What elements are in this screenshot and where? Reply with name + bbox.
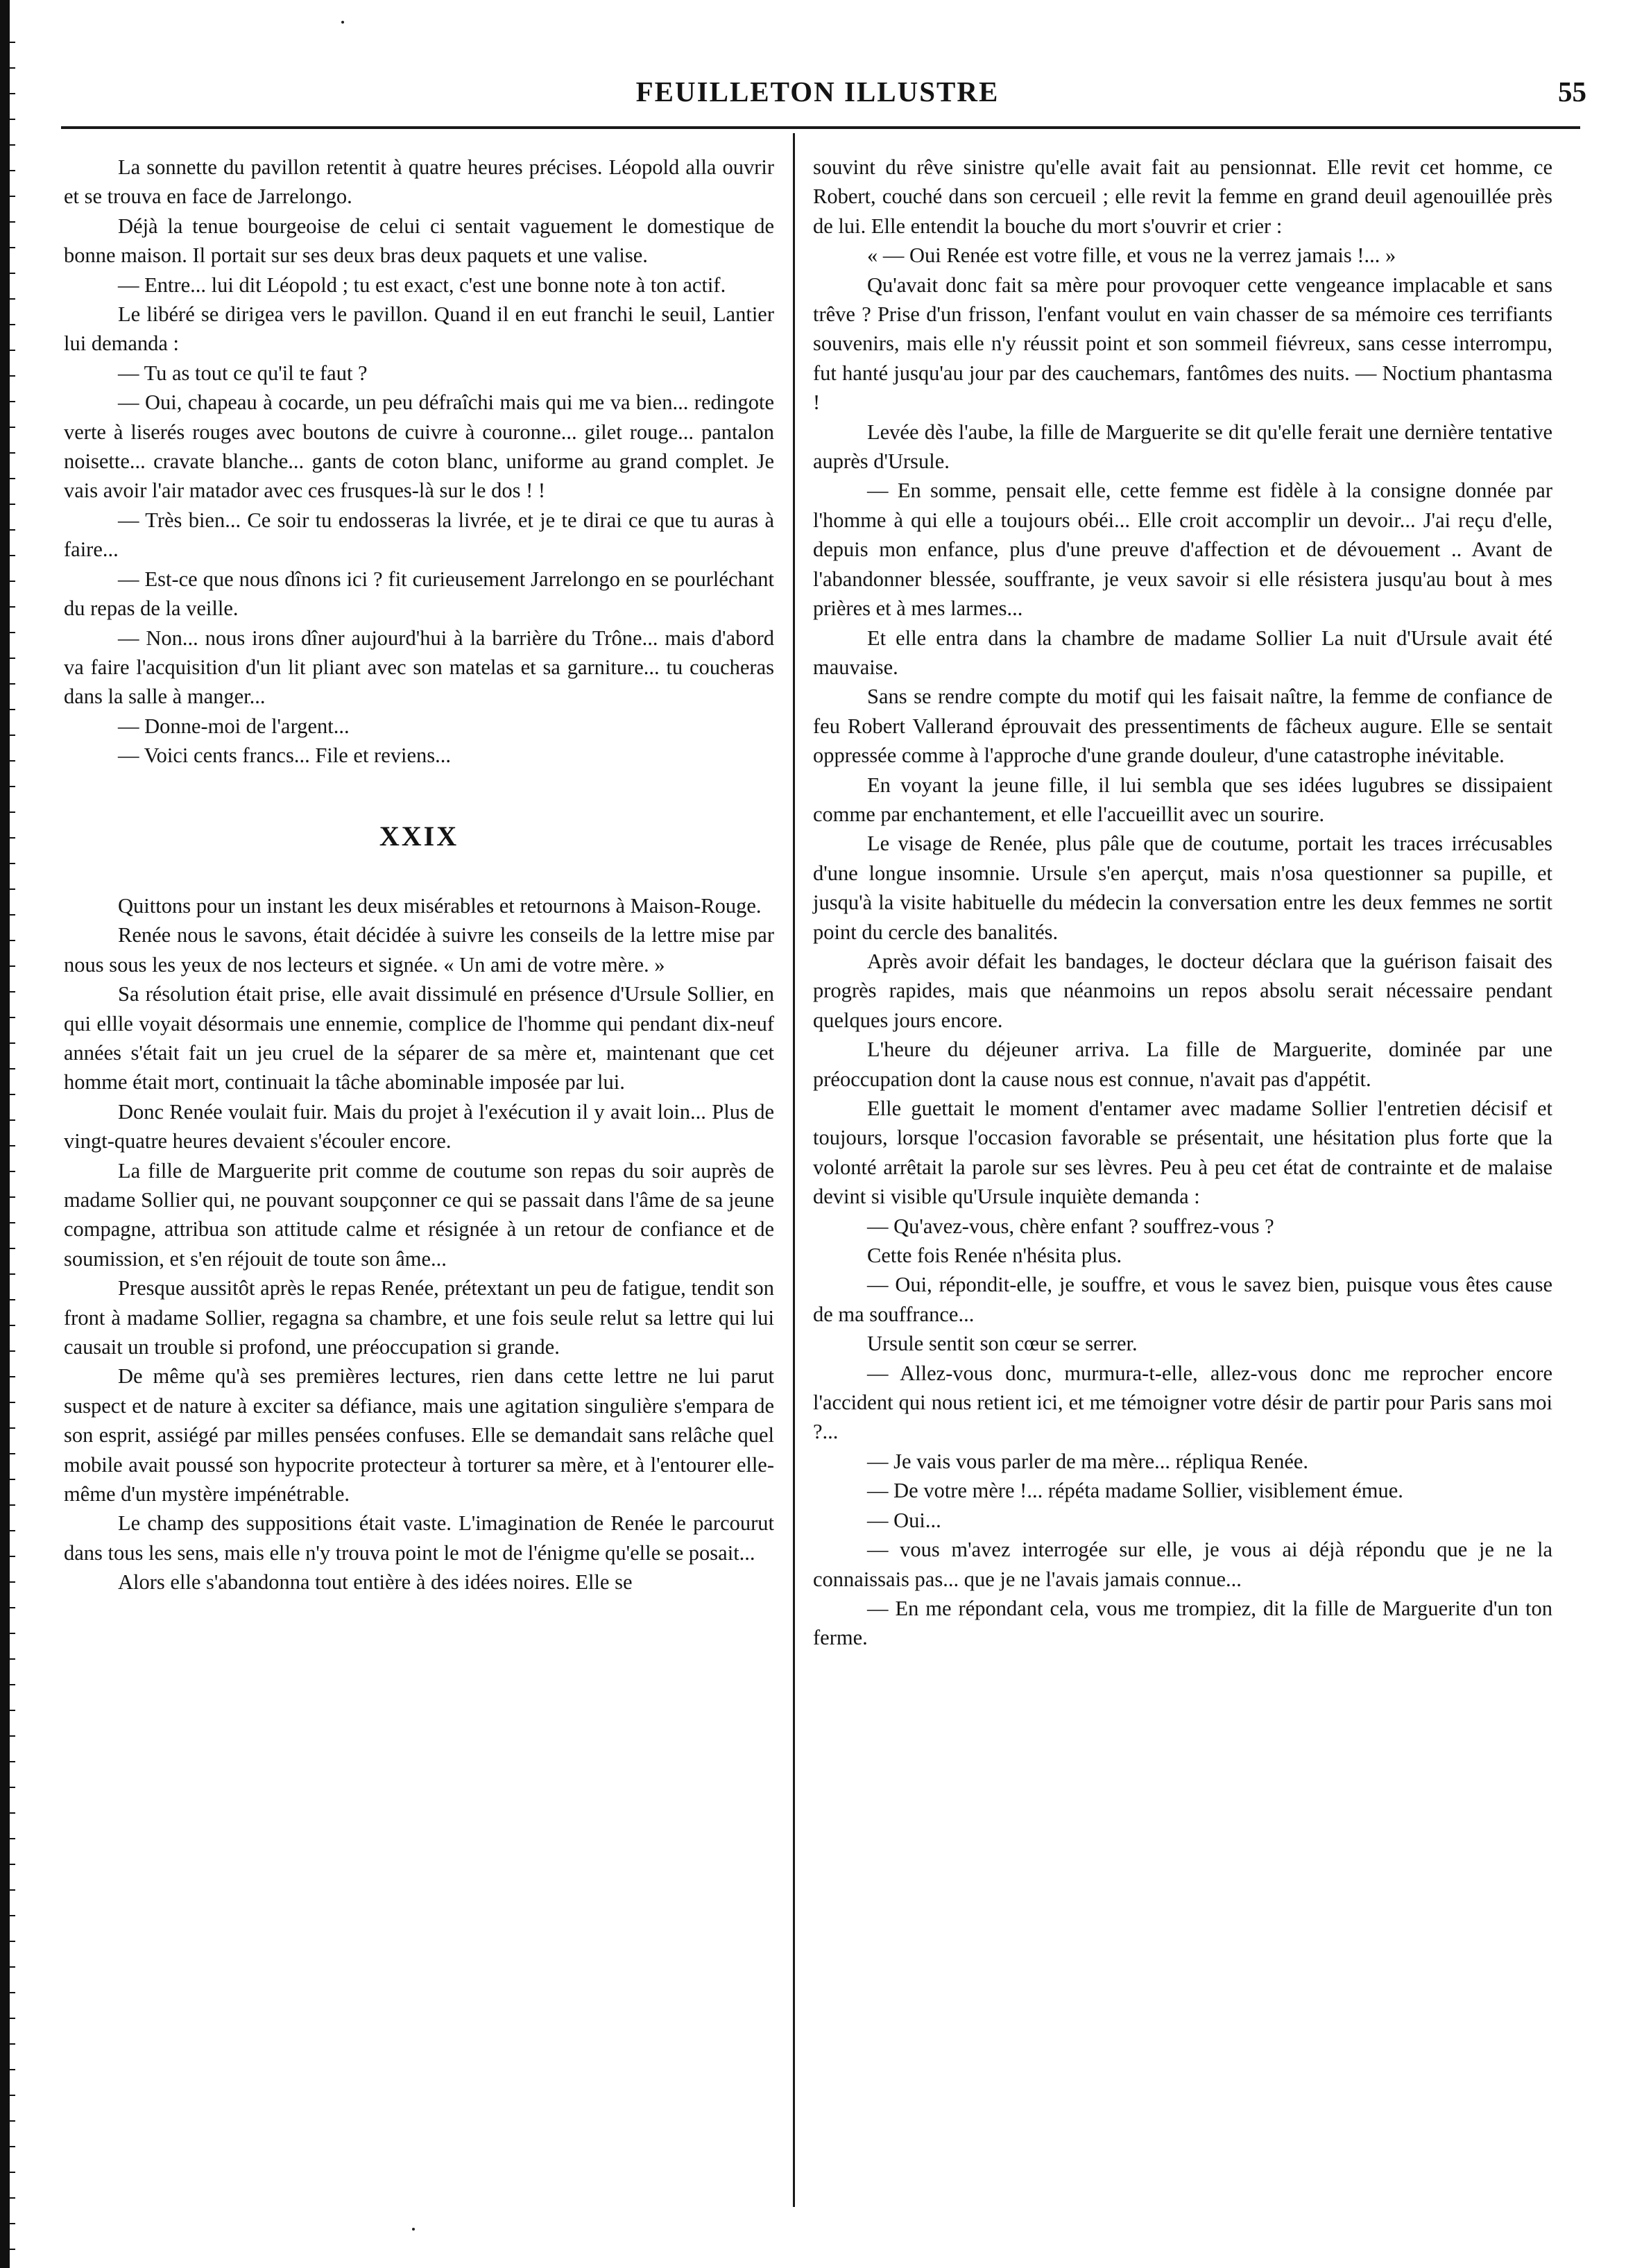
- binding-tick: [0, 1915, 15, 1916]
- binding-tick: [0, 119, 15, 120]
- paragraph: — Oui, chapeau à cocarde, un peu défraîchi mais qui me va bien... redingote verte à liserés rouges avec boutons de cuivre à couronne... gilet rouge... pantalon noisette... cravate blanche... gants de coton blanc, uniforme au grand complet. Je vais avoir l'air matador avec ces frusques-là sur le dos ! !: [64, 390, 774, 503]
- paragraph: La fille de Marguerite prit comme de coutume son repas du soir auprès de madame Sollier qui, ne pouvant soupçonner ce qui se passait dans l'âme de sa jeune compagne, attribua son attitude calme et résignée à un retour de confiance et de soumission, et s'en réjouit de toute son âme...: [64, 1158, 774, 1271]
- binding-tick: [0, 1504, 15, 1506]
- binding-tick: [0, 555, 15, 556]
- binding-tick: [0, 1941, 15, 1942]
- paragraph: — Tu as tout ce qu'il te faut ?: [118, 361, 368, 385]
- right-column: [813, 153, 1552, 1653]
- binding-tick: [0, 1222, 15, 1223]
- page-binding-edge: [0, 0, 10, 2268]
- paragraph: Renée nous le savons, était décidée à suivre les conseils de la lettre mise par nous sous les yeux de nos lecteurs et signée. « Un ami de votre mère. »: [64, 923, 774, 977]
- paragraph: « — Oui Renée est votre fille, et vous ne la verrez jamais !... »: [867, 243, 1396, 268]
- binding-tick: [0, 273, 15, 274]
- paragraph: Et elle entra dans la chambre de madame Sollier La nuit d'Ursule avait été mauvaise.: [813, 626, 1552, 679]
- binding-tick: [0, 1402, 15, 1403]
- paragraph: — De votre mère !... répéta madame Sollier, visiblement émue.: [867, 1479, 1403, 1503]
- binding-tick: [0, 965, 15, 967]
- binding-tick: [0, 1273, 15, 1275]
- paragraph: — Allez-vous donc, murmura-t-elle, allez-vous donc me reprocher encore l'accident qui nous retient ici, et me témoigner votre désir de partir pour Paris sans moi ?...: [813, 1361, 1552, 1444]
- binding-tick: [0, 401, 15, 402]
- binding-tick: [0, 67, 15, 69]
- binding-tick: [0, 375, 15, 377]
- paragraph: — Non... nous irons dîner aujourd'hui à la barrière du Trône... mais d'abord va faire l'acquisition d'un lit pliant avec son matelas et sa garniture... tu coucheras dans la salle à manger...: [64, 626, 774, 709]
- binding-tick: [0, 1889, 15, 1891]
- binding-tick: [0, 1042, 15, 1044]
- binding-tick: [0, 1735, 15, 1737]
- print-speck: [341, 21, 344, 24]
- paragraph: — Donne-moi de l'argent...: [118, 714, 350, 738]
- binding-tick: [0, 734, 15, 736]
- paragraph: — Entre... lui dit Léopold ; tu est exact, c'est une bonne note à ton actif.: [118, 273, 726, 297]
- binding-tick: [0, 1530, 15, 1531]
- page-number: 55: [1558, 76, 1586, 108]
- left-paragraphs-after: [64, 891, 774, 1597]
- paragraph: — En somme, pensait elle, cette femme est fidèle à la consigne donnée par l'homme à qui elle a toujours obéi... Elle croit accomplir un devoir... J'ai reçu d'elle, depuis mon enfance, plus d'une preuve d'affection et de dévouement .. Avant de l'abandonner blessée, souffrante, je veux savoir si elle résistera jusqu'au bout à mes prières et à mes larmes...: [813, 479, 1552, 621]
- binding-tick: [0, 2120, 15, 2122]
- binding-tick: [0, 811, 15, 813]
- paragraph: — Oui...: [867, 1508, 941, 1532]
- paragraph: — Est-ce que nous dînons ici ? fit curieusement Jarrelongo en se pourléchant du repas de la veille.: [64, 567, 774, 621]
- paragraph: Le champ des suppositions était vaste. L'imagination de Renée le parcourut dans tous les sens, mais elle n'y trouva point le mot de l'énigme qu'elle se posait...: [64, 1511, 774, 1565]
- paragraph: Déjà la tenue bourgeoise de celui ci sentait vaguement le domestique de bonne maison. Il portait sur ses deux bras deux paquets et une valise.: [64, 214, 774, 268]
- binding-tick: [0, 1556, 15, 1557]
- binding-tick: [0, 786, 15, 787]
- column-divider: [793, 133, 795, 2207]
- binding-tick: [0, 1376, 15, 1377]
- binding-tick: [0, 1196, 15, 1198]
- binding-tick: [0, 1710, 15, 1711]
- binding-tick: [0, 1992, 15, 1993]
- binding-tick: [0, 606, 15, 608]
- binding-tick: [0, 452, 15, 454]
- binding-tick: [0, 581, 15, 582]
- binding-tick: [0, 2069, 15, 2070]
- binding-tick: [0, 1094, 15, 1095]
- paragraph: Quittons pour un instant les deux misérables et retournons à Maison-Rouge.: [118, 893, 762, 918]
- binding-tick: [0, 1171, 15, 1172]
- paragraph: — En me répondant cela, vous me trompiez, dit la fille de Marguerite d'un ton ferme.: [813, 1596, 1552, 1650]
- binding-tick: [0, 760, 15, 762]
- paragraph: souvint du rêve sinistre qu'elle avait fait au pensionnat. Elle revit cet homme, ce Robert, couché dans son cercueil ; elle revit la femme en grand deuil agenouillée près de lui. Elle entendit la bouche du mort s'ouvrir et crier :: [813, 155, 1552, 238]
- print-speck: [412, 2228, 415, 2231]
- binding-tick: [0, 2146, 15, 2147]
- binding-tick: [0, 914, 15, 916]
- binding-tick: [0, 709, 15, 710]
- binding-tick: [0, 632, 15, 633]
- chapter-heading: XXIX: [379, 820, 459, 852]
- binding-tick: [0, 940, 15, 941]
- binding-tick: [0, 2249, 15, 2250]
- paragraph: Sa résolution était prise, elle avait dissimulé en présence d'Ursule Sollier, en qui ellle voyait désormais une ennemie, complice de l'homme qui pendant dix-neuf années s'était fait un jeu cruel de la séparer de sa mère et, maintenant que cet homme était mort, continuait la tâche abominable imposée par lui.: [64, 982, 774, 1094]
- binding-tick: [0, 42, 15, 43]
- binding-tick: [0, 247, 15, 248]
- binding-tick: [0, 2018, 15, 2019]
- binding-tick: [0, 1607, 15, 1608]
- paragraph: — Qu'avez-vous, chère enfant ? souffrez-vous ?: [867, 1214, 1274, 1238]
- binding-tick: [0, 1479, 15, 1480]
- binding-tick: [0, 2223, 15, 2224]
- binding-tick: [0, 991, 15, 993]
- paragraph: Après avoir défait les bandages, le docteur déclara que la guérison faisait des progrès rapides, mais que néanmoins un repos absolu serait nécessaire pendant quelques jours encore.: [813, 949, 1552, 1032]
- binding-tick: [0, 1838, 15, 1839]
- running-header-title: FEUILLETON ILLUSTRE: [635, 76, 1000, 108]
- binding-tick: [0, 2197, 15, 2199]
- binding-tick: [0, 221, 15, 223]
- binding-tick: [0, 504, 15, 505]
- binding-tick: [0, 1068, 15, 1069]
- paragraph: Donc Renée voulait fuir. Mais du projet à l'exécution il y avait loin... Plus de vingt-quatre heures devaient s'écouler encore.: [64, 1099, 774, 1153]
- binding-tick: [0, 144, 15, 146]
- binding-tick: [0, 1684, 15, 1685]
- binding-tick: [0, 170, 15, 171]
- paragraph: Sans se rendre compte du motif qui les faisait naître, la femme de confiance de feu Robert Vallerand éprouvait des pressentiments de fâcheux augure. Elle se sentait oppressée comme à l'approche d'une grande douleur, d'une catastrophe inévitable.: [813, 685, 1552, 768]
- binding-tick: [0, 1299, 15, 1300]
- binding-tick: [0, 888, 15, 890]
- binding-tick: [0, 196, 15, 197]
- binding-tick: [0, 1017, 15, 1018]
- paragraph: En voyant la jeune fille, il lui sembla que ses idées lugubres se dissipaient comme par enchantement, et elle l'accueillit avec un sourire.: [813, 773, 1552, 826]
- left-paragraphs-before: [64, 153, 774, 771]
- binding-tick: [0, 324, 15, 325]
- binding-tick: [0, 1658, 15, 1660]
- binding-tick: [0, 1325, 15, 1326]
- binding-tick: [0, 1427, 15, 1429]
- binding-tick: [0, 1145, 15, 1146]
- paragraph: Levée dès l'aube, la fille de Marguerite se dit qu'elle ferait une dernière tentative auprès d'Ursule.: [813, 420, 1552, 474]
- paragraph: De même qu'à ses premières lectures, rien dans cette lettre ne lui parut suspect et de nature à exciter sa défiance, mais une agitation singulière s'empara de son esprit, assiégé par milles pensées confuses. Elle se demandait sans relâche quel mobile avait poussé son hypocrite protecteur à torturer sa mère, et à l'entourer elle-même d'un mystère impénétrable.: [64, 1364, 774, 1506]
- binding-tick: [0, 2172, 15, 2173]
- paragraph: Le libéré se dirigea vers le pavillon. Quand il en eut franchi le seuil, Lantier lui demanda :: [64, 302, 774, 356]
- binding-tick: [0, 1453, 15, 1454]
- paragraph: Alors elle s'abandonna tout entière à des idées noires. Elle se: [118, 1570, 633, 1595]
- paragraph: Le visage de Renée, plus pâle que de coutume, portait les traces irrécusables d'une longue insomnie. Ursule s'en aperçut, mais n'osa questionner sa pupille, et jusqu'à la visite habituelle du médecin la conversation entre les deux femmes ne sortit point du cercle des banalités.: [813, 832, 1552, 944]
- binding-tick: [0, 1248, 15, 1249]
- binding-tick: [0, 1581, 15, 1583]
- binding-tick: [0, 658, 15, 659]
- binding-tick: [0, 1812, 15, 1814]
- paragraph: Elle guettait le moment d'entamer avec madame Sollier l'entretien décisif et toujours, lorsque l'occasion favorable se présentait, une hésitation plus forte que la volonté arrêtait la parole sur ses lèvres. Peu à peu cet état de contrainte et de malaise devint si visible qu'Ursule inquiète demanda :: [813, 1097, 1552, 1209]
- binding-tick: [0, 863, 15, 864]
- binding-tick: [0, 298, 15, 300]
- binding-tick: [0, 1633, 15, 1634]
- paragraph: La sonnette du pavillon retentit à quatre heures précises. Léopold alla ouvrir et se trouva en face de Jarrelongo.: [64, 155, 774, 209]
- paragraph: Ursule sentit son cœur se serrer.: [867, 1332, 1138, 1356]
- binding-tick: [0, 683, 15, 685]
- paragraph: — Je vais vous parler de ma mère... répliqua Renée.: [867, 1449, 1309, 1473]
- binding-tick: [0, 1761, 15, 1762]
- binding-tick: [0, 478, 15, 479]
- paragraph: Cette fois Renée n'hésita plus.: [867, 1244, 1122, 1268]
- binding-tick: [0, 1864, 15, 1865]
- binding-tick: [0, 2095, 15, 2096]
- binding-tick: [0, 2043, 15, 2045]
- left-column: [64, 153, 774, 1597]
- paragraph: — Voici cents francs... File et reviens...: [118, 744, 451, 768]
- paragraph: Qu'avait donc fait sa mère pour provoquer cette vengeance implacable et sans trêve ? Prise d'un frisson, l'enfant voulut en vain chasser de sa mémoire ces terrifiants souvenirs, mais elle n'y réussit point et son sommeil fiévreux, sans cesse interrompu, fut hanté jusqu'au jour par des cauchemars, fantômes des nuits. — Noctium phantasma !: [813, 273, 1552, 415]
- binding-tick: [0, 1966, 15, 1968]
- paragraph: — vous m'avez interrogée sur elle, je vous ai déjà répondu que je ne la connaissais pas... que je ne l'avais jamais connue...: [813, 1538, 1552, 1591]
- binding-tick: [0, 837, 15, 839]
- paragraph: Presque aussitôt après le repas Renée, prétextant un peu de fatigue, tendit son front à madame Sollier, regagna sa chambre, et une fois seule relut sa lettre qui lui causait un trouble si profond, une préoccupation si grande.: [64, 1276, 774, 1359]
- binding-tick: [0, 1787, 15, 1788]
- binding-tick: [0, 427, 15, 428]
- binding-tick: [0, 350, 15, 351]
- binding-tick: [0, 1350, 15, 1352]
- paragraph: — Très bien... Ce soir tu endosseras la livrée, et je te dirai ce que tu auras à faire...: [64, 508, 774, 562]
- binding-tick: [0, 1119, 15, 1121]
- paragraph: L'heure du déjeuner arriva. La fille de Marguerite, dominée par une préoccupation dont la cause nous est connue, n'avait pas d'appétit.: [813, 1038, 1552, 1091]
- paragraph: — Oui, répondit-elle, je souffre, et vous le savez bien, puisque vous êtes cause de ma souffrance...: [813, 1273, 1552, 1326]
- header-rule: [61, 126, 1580, 129]
- binding-tick: [0, 529, 15, 531]
